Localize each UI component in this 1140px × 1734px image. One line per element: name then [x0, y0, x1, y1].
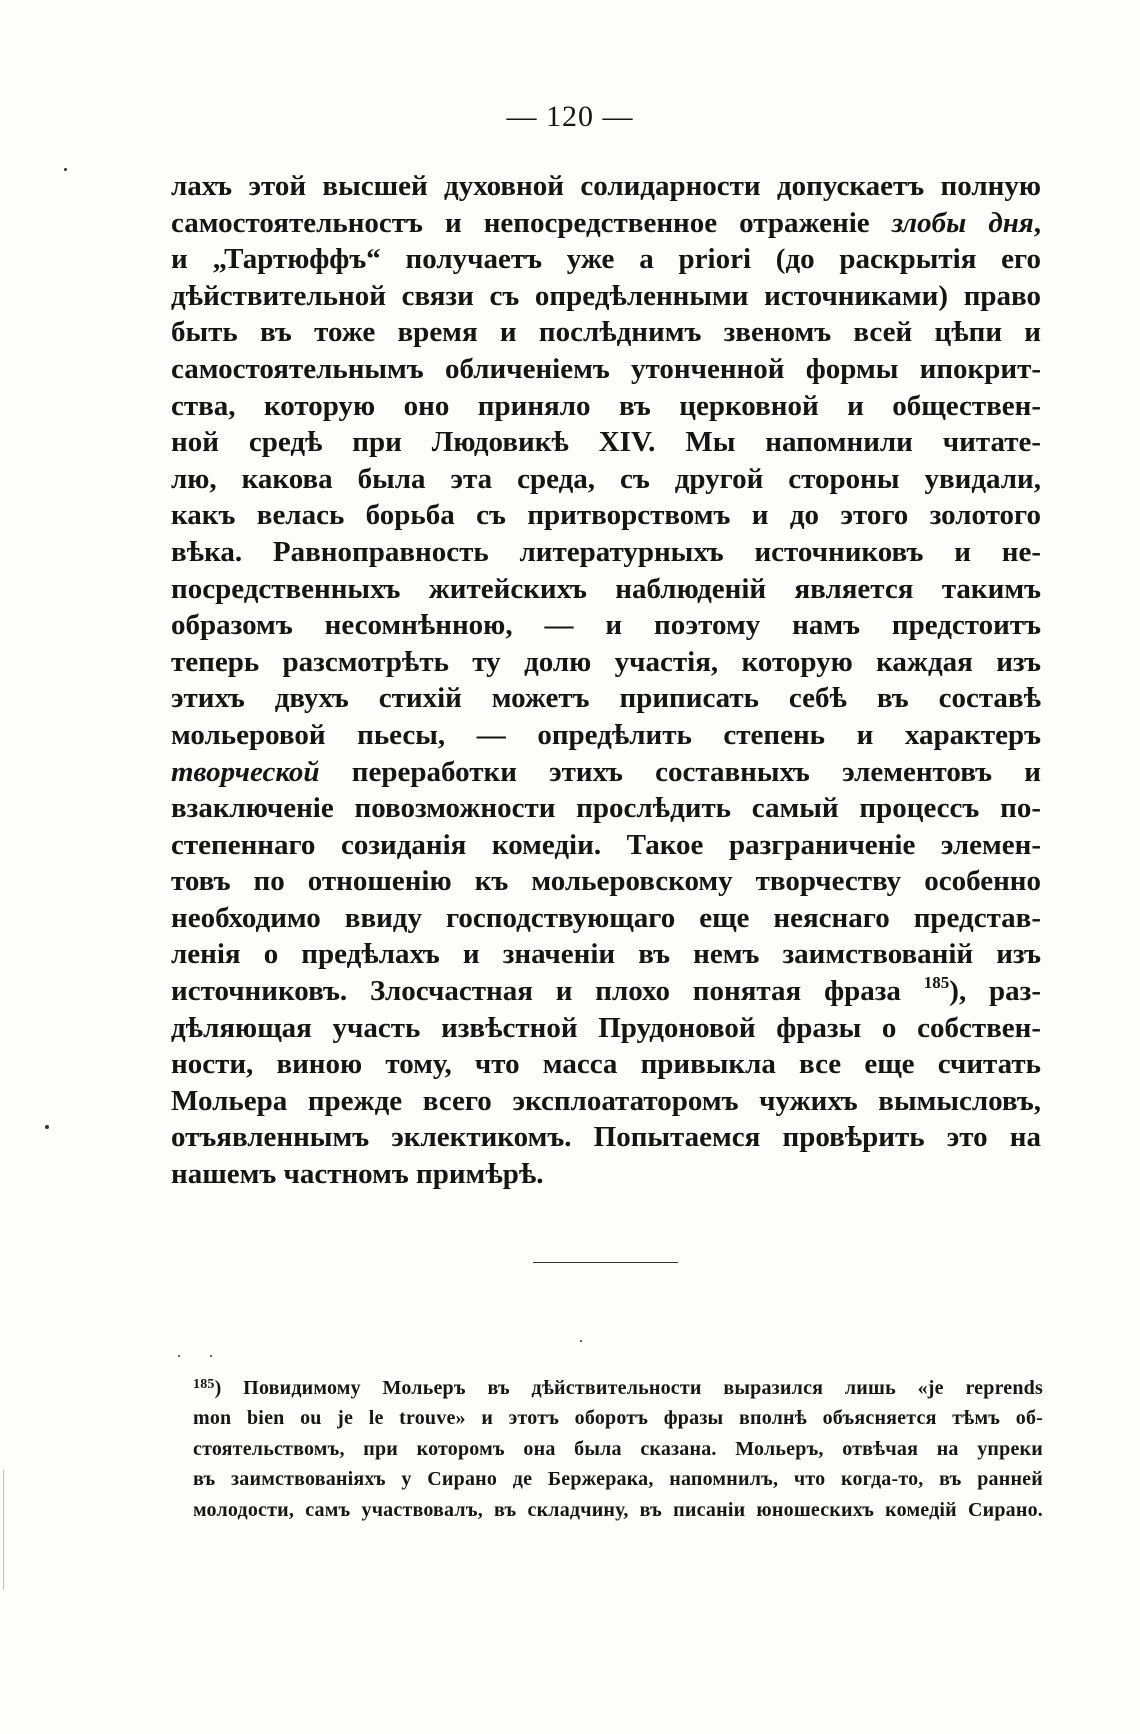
text-line: лю, какова была эта среда, съ другой стороны увидали,	[171, 462, 1041, 495]
footnote-line: стоятельствомъ, при которомъ она была сказана. Мольеръ, отвѣчая на упреки	[193, 1437, 1043, 1460]
footnote-line: въ заимствованіяхъ у Сирано де Бержерака, напомнилъ, что когда-то, въ ранней	[193, 1468, 1043, 1491]
footnote	[193, 1373, 1043, 1525]
text-span: ) Повидимому Мольеръ въ дѣйствительности выразился лишь «je reprends	[214, 1377, 1043, 1399]
text-line: и „Тартюффъ“ получаетъ уже a priori (до раскрытія его	[171, 243, 1041, 276]
scan-speck	[178, 1355, 180, 1357]
text-span: переработки этихъ составныхъ элементовъ и	[319, 755, 1041, 788]
text-line: ленія о предѣлахъ и значеніи въ немъ заимствованій изъ	[171, 938, 1041, 971]
footnote-line	[193, 1373, 1043, 1403]
footnote-reference: 185	[923, 973, 950, 993]
main-text	[171, 168, 1041, 1193]
text-line: быть въ тоже время и послѣднимъ звеномъ всей цѣпи и	[171, 316, 1041, 349]
footnote-separator	[533, 1262, 678, 1263]
scan-speck	[210, 1355, 212, 1357]
text-line: теперь разсмотрѣть ту долю участія, которую каждая изъ	[171, 645, 1041, 678]
text-line: вѣка. Равноправность литературныхъ источниковъ и не-	[171, 535, 1041, 568]
text-line	[171, 754, 1041, 791]
text-line: дѣйствительной связи съ опредѣленными источниками) право	[171, 279, 1041, 312]
text-line: ной средѣ при Людовикѣ XIV. Мы напомнили читате-	[171, 426, 1041, 459]
text-line: степеннаго созиданія комедіи. Такое разграниченіе элемен-	[171, 828, 1041, 861]
text-line	[171, 205, 1041, 242]
footnote-line: молодости, самъ участвовалъ, въ складчину, въ писаніи юношескихъ комедій Сирано.	[193, 1498, 1043, 1521]
text-span: источниковъ. Злосчастная и плохо понятая фраза	[171, 975, 924, 1008]
scan-edge	[3, 1470, 4, 1590]
text-line	[171, 973, 1041, 1010]
text-line: Мольера прежде всего эксплоататоромъ чужихъ вымысловъ,	[171, 1084, 1041, 1117]
text-line: нашемъ частномъ примѣрѣ.	[171, 1158, 544, 1191]
text-span: ), раз-	[949, 975, 1041, 1008]
scan-speck	[580, 1340, 582, 1342]
text-line: взаключеніе повозможности прослѣдить самый процессъ по-	[171, 792, 1041, 825]
text-line: ности, виною тому, что масса привыкла все еще считать	[171, 1048, 1041, 1081]
italic-phrase: злобы дня	[891, 206, 1034, 239]
text-span: ,	[1033, 206, 1041, 239]
page-number: — 120 —	[506, 100, 634, 133]
text-line: лахъ этой высшей духовной солидарности допускаетъ полную	[171, 170, 1041, 202]
footnote-line: mon bien ou je le trouve» и этотъ оборотъ фразы вполнѣ объясняется тѣмъ об-	[193, 1407, 1043, 1430]
text-line: дѣляющая участь извѣстной Прудоновой фразы о собствен-	[171, 1011, 1041, 1044]
scan-speck	[64, 168, 67, 171]
footnote-mark: 185	[193, 1377, 215, 1392]
text-line: товъ по отношенію къ мольеровскому творчеству особенно	[171, 865, 1041, 898]
scan-speck	[45, 1125, 49, 1129]
text-line: посредственныхъ житейскихъ наблюденій является такимъ	[171, 572, 1041, 605]
text-line: мольеровой пьесы, — опредѣлить степень и характеръ	[171, 718, 1041, 751]
text-line: отъявленнымъ эклектикомъ. Попытаемся провѣрить это на	[171, 1121, 1041, 1154]
text-line: необходимо ввиду господствующаго еще неяснаго представ-	[171, 901, 1041, 934]
text-line: самостоятельнымъ обличеніемъ утонченной формы ипокрит-	[171, 352, 1041, 385]
text-span: самостоятельностъ и непосредственное отраженіе	[171, 206, 892, 239]
text-line: этихъ двухъ стихій можетъ приписать себѣ въ составѣ	[171, 682, 1041, 715]
italic-phrase: творческой	[171, 755, 320, 788]
text-line: образомъ несомнѣнною, — и поэтому намъ предстоитъ	[171, 609, 1041, 642]
text-line: ства, которую оно приняло въ церковной и обществен-	[171, 389, 1041, 422]
text-line: какъ велась борьба съ притворствомъ и до этого золотого	[171, 499, 1041, 532]
